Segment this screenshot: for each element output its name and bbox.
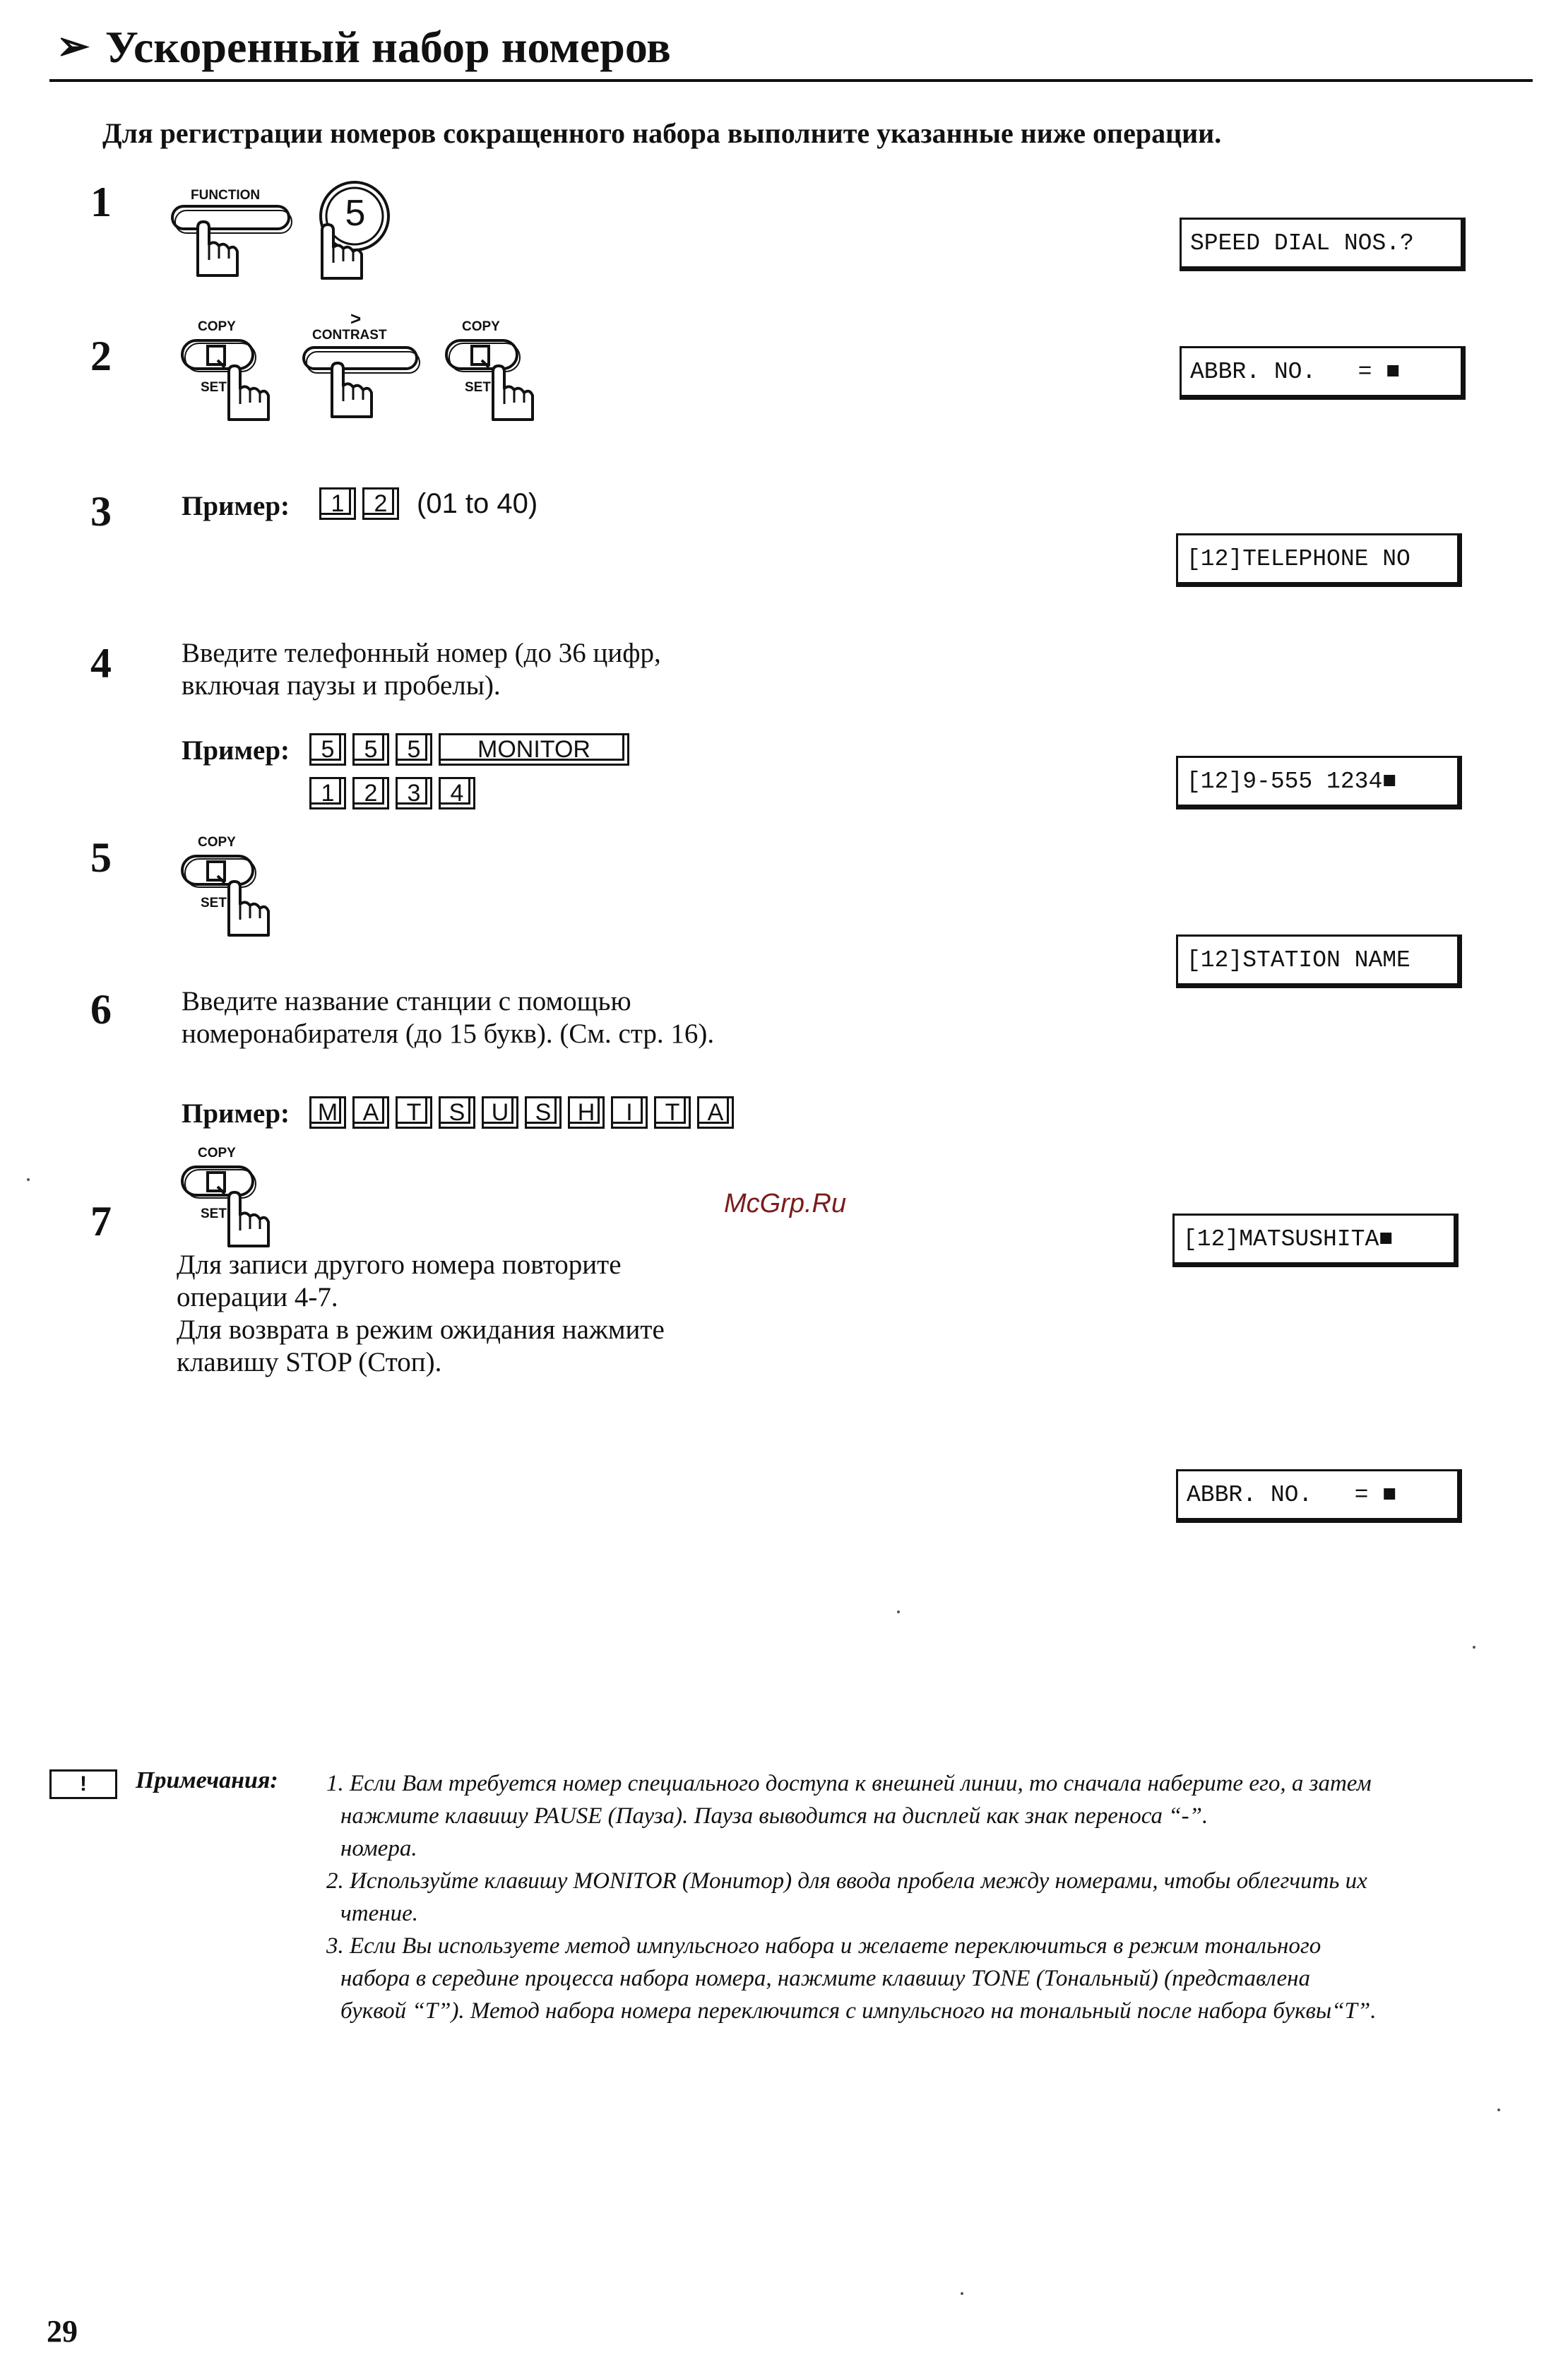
intro-text: Для регистрации номеров сокращенного набора выполните указанные ниже операции. (102, 117, 1222, 149)
lcd-display-name-entered: [12]MATSUSHITA■ (1172, 1214, 1459, 1267)
note-2-line-2: чтение. (340, 1901, 418, 1926)
digit-key: 2 (352, 777, 389, 809)
monitor-key: MONITOR (439, 733, 629, 766)
title-divider (49, 79, 1533, 82)
key-5-label: 5 (345, 193, 366, 234)
scan-speck (1473, 1646, 1475, 1649)
function-key-label: FUNCTION (191, 188, 261, 203)
step-7-line-1: Для записи другого номера повторите (177, 1250, 622, 1280)
arrow-right-icon: ➢ (57, 25, 90, 69)
step-2-number: 2 (90, 333, 112, 379)
copy-set-key-3[interactable] (177, 835, 283, 939)
contrast-button-icon (301, 343, 428, 428)
step-6-number: 6 (90, 986, 112, 1033)
scan-speck (961, 2292, 963, 2295)
step-7-line-4: клавишу STOP (Стоп). (177, 1347, 442, 1377)
step-4-line-1: Введите телефонный номер (до 36 цифр, (182, 638, 661, 668)
set-label: SET (201, 896, 227, 910)
digit-key: 2 (362, 487, 399, 520)
letter-key: I (611, 1096, 648, 1129)
step-6-line-1: Введите название станции с помощью (182, 986, 631, 1016)
step-3-number: 3 (90, 488, 112, 535)
note-3-line-3: буквой “T”). Метод набора номера переключится с импульсного на тональный после набора буквы“T”. (340, 1998, 1377, 2024)
contrast-key[interactable] (301, 308, 428, 428)
set-label: SET (201, 1206, 227, 1221)
step-4-example-label: Пример: (182, 735, 290, 766)
letter-key: S (525, 1096, 562, 1129)
letter-key: H (568, 1096, 605, 1129)
copy-set-key-2[interactable] (441, 319, 547, 424)
letter-key: T (654, 1096, 691, 1129)
copy-label: COPY (462, 319, 500, 334)
function-button-icon (170, 203, 297, 281)
digit-key: 1 (309, 777, 346, 809)
step-7-line-3: Для возврата в режим ожидания нажмите (177, 1315, 665, 1345)
step-5-number: 5 (90, 834, 112, 881)
copy-set-button-icon (177, 842, 283, 941)
page-number: 29 (47, 2314, 78, 2349)
lcd-display-telephone-no: [12]TELEPHONE NO (1176, 533, 1462, 587)
watermark-text: McGrp.Ru (724, 1189, 847, 1218)
digit-key: 3 (396, 777, 432, 809)
scan-speck (897, 1610, 900, 1613)
notes-label: Примечания: (136, 1767, 278, 1793)
step-4-example-keys-row-2 (309, 777, 475, 809)
note-1-line-3: номера. (340, 1836, 417, 1861)
range-text: (01 to 40) (417, 487, 538, 519)
letter-key: A (352, 1096, 389, 1129)
step-4-number: 4 (90, 640, 112, 687)
copy-label: COPY (198, 319, 236, 334)
step-4-example-keys-row-1 (309, 733, 629, 766)
page-title-text: Ускоренный набор номеров (105, 22, 671, 72)
digit-key: 5 (352, 733, 389, 766)
set-label: SET (465, 380, 491, 395)
step-6-example-letters (309, 1096, 734, 1129)
lcd-display-number-entered: [12]9-555 1234■ (1176, 756, 1462, 809)
step-1-number: 1 (90, 179, 112, 225)
copy-set-key-1[interactable] (177, 319, 283, 424)
page-title (57, 21, 671, 73)
lcd-display-abbr-no: ABBR. NO. = ■ (1180, 346, 1466, 400)
letter-key: M (309, 1096, 346, 1129)
copy-set-button-icon (177, 326, 283, 425)
letter-key: U (482, 1096, 518, 1129)
function-key[interactable] (170, 182, 297, 281)
digit-key: 4 (439, 777, 475, 809)
step-6-example-label: Пример: (182, 1098, 290, 1129)
scan-speck (1497, 2108, 1500, 2111)
digit-key: 1 (319, 487, 356, 520)
copy-label: COPY (198, 1146, 236, 1161)
lcd-display-abbr-no-final: ABBR. NO. = ■ (1176, 1469, 1462, 1523)
step-7-line-2: операции 4-7. (177, 1282, 338, 1312)
contrast-label: CONTRAST (312, 328, 387, 343)
letter-key: A (697, 1096, 734, 1129)
contrast-arrow-icon: > (350, 308, 362, 329)
step-7-number: 7 (90, 1198, 112, 1245)
note-1-line-1: 1. Если Вам требуется номер специального доступа к внешней линии, то сначала наберите его, а затем (326, 1771, 1372, 1796)
note-1-line-2: нажмите клавишу PAUSE (Пауза). Пауза выводится на дисплей как знак переноса “-”. (340, 1803, 1208, 1829)
step-3-example-label: Пример: (182, 491, 290, 521)
lcd-display-station-name: [12]STATION NAME (1176, 935, 1462, 988)
step-6-line-2: номеронабирателя (до 15 букв). (См. стр. 16). (182, 1019, 715, 1049)
copy-set-button-icon (441, 326, 547, 425)
note-2-line-1: 2. Используйте клавишу MONITOR (Монитор) для ввода пробела между номерами, чтобы облегчить их (326, 1868, 1367, 1894)
copy-set-key-4[interactable] (177, 1146, 283, 1250)
note-icon: ! (49, 1769, 117, 1799)
copy-label: COPY (198, 835, 236, 850)
letter-key: S (439, 1096, 475, 1129)
note-3-line-2: набора в середине процесса набора номера, нажмите клавишу TONE (Тональный) (представлена (340, 1966, 1311, 1991)
lcd-display-speed-dial: SPEED DIAL NOS.? (1180, 218, 1466, 271)
digit-key: 5 (396, 733, 432, 766)
copy-set-button-icon (177, 1153, 283, 1252)
set-label: SET (201, 380, 227, 395)
digit-key: 5 (309, 733, 346, 766)
note-3-line-1: 3. Если Вы используете метод импульсного набора и желаете переключиться в режим тонального (326, 1933, 1321, 1959)
step-3-example-keys (319, 487, 537, 520)
step-4-line-2: включая паузы и пробелы). (182, 670, 501, 701)
key-5[interactable] (311, 177, 403, 283)
letter-key: T (396, 1096, 432, 1129)
scan-speck (27, 1178, 30, 1181)
